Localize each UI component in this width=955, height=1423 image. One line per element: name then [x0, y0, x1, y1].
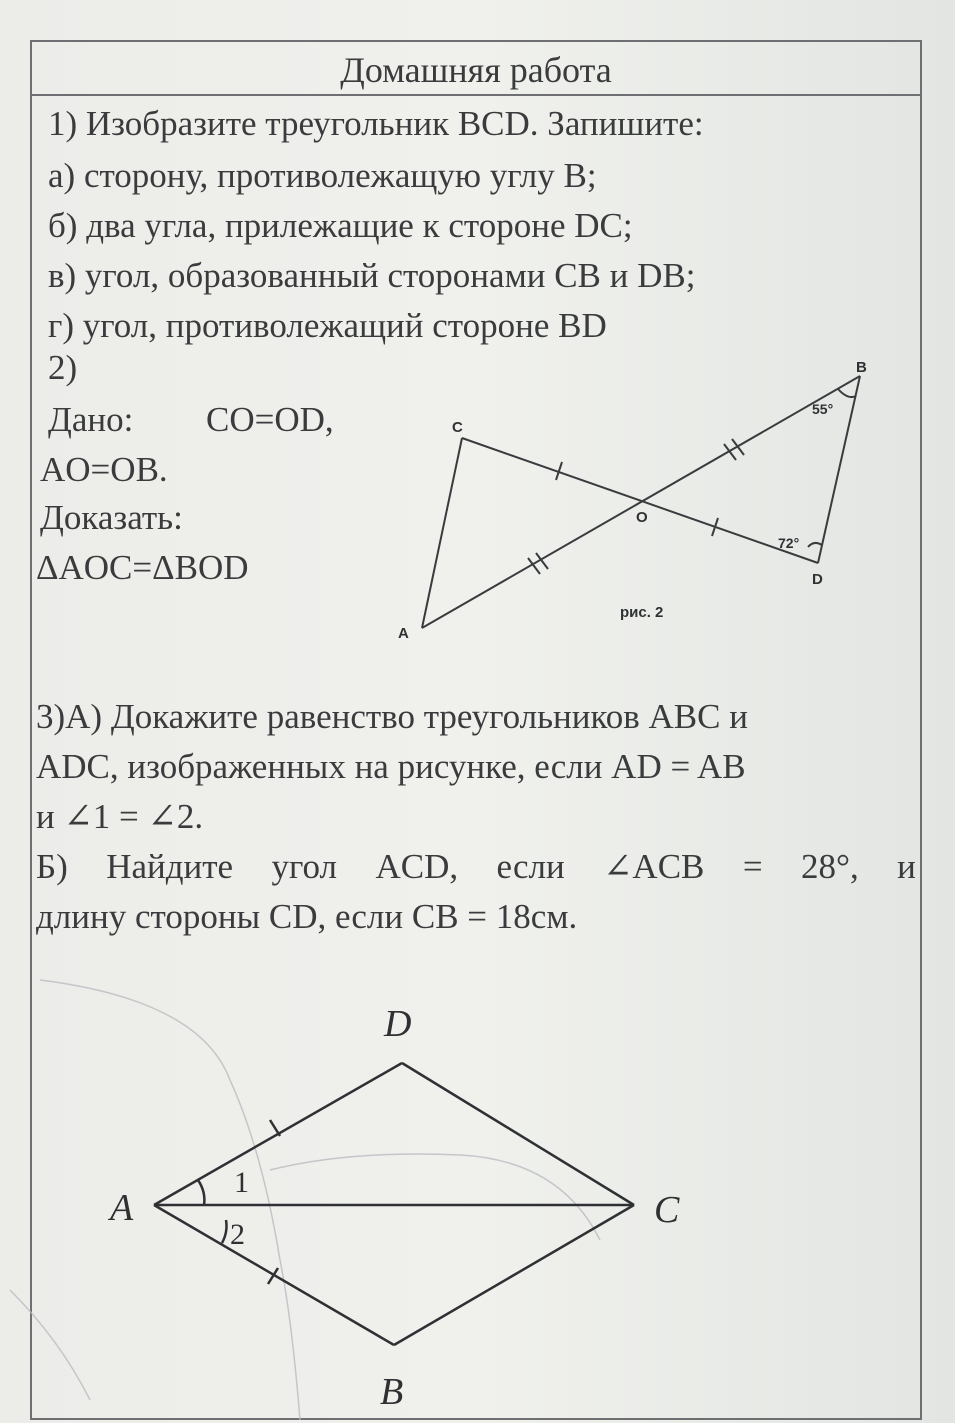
task2-prove-label: Доказать:: [40, 498, 183, 537]
task3-b-word: Б): [36, 847, 68, 886]
task3-b-word: и: [897, 847, 916, 886]
label-d: D: [812, 571, 823, 588]
task3-b-word: ACD,: [375, 847, 459, 886]
task3-a-line2: ADC, изображенных на рисунке, если AD = AB: [36, 747, 746, 786]
angle-d-value: 72°: [778, 535, 800, 551]
angle-1-label: 1: [234, 1166, 249, 1199]
page-title: Домашняя работа: [30, 40, 922, 96]
task2-prove: ΔAOC=ΔBOD: [36, 548, 249, 587]
label-b: B: [856, 359, 867, 376]
task3-a-line3: и ∠1 = ∠2.: [36, 797, 204, 836]
task1-item-b: б) два угла, прилежащие к стороне DC;: [48, 206, 633, 245]
task2-given-2: AO=OB.: [40, 450, 168, 489]
task1-item-c: в) угол, образованный сторонами CB и DB;: [48, 256, 696, 295]
angle-b-value: 55°: [812, 401, 834, 417]
label-d-3: D: [384, 1003, 412, 1045]
task1-heading: 1) Изобразите треугольник BCD. Запишите:: [48, 104, 704, 143]
segment-cb: [394, 1205, 634, 1345]
label-a-3: A: [110, 1187, 134, 1229]
task3-b-word: ∠ACB: [603, 847, 705, 886]
segment-dc: [402, 1063, 634, 1205]
task2-heading: 2): [48, 348, 78, 387]
task1-item-d: г) угол, противолежащий стороне BD: [48, 306, 607, 345]
label-b-3: B: [380, 1371, 404, 1413]
task3-b-word: 28°,: [800, 847, 859, 886]
angle-2-arc: [222, 1220, 227, 1243]
task3-b-word: Найдите: [106, 847, 234, 886]
label-c-3: C: [654, 1189, 680, 1231]
task3-a-line1: 3)А) Докажите равенство треугольников ABC и: [36, 697, 748, 736]
label-a: A: [398, 625, 409, 642]
tick-ad: [270, 1120, 280, 1136]
task3-b-word: =: [742, 847, 763, 886]
angle-1-arc: [198, 1180, 204, 1205]
label-o: O: [636, 509, 648, 526]
task3-b-line2: длину стороны CD, если CB = 18см.: [36, 897, 578, 936]
task2-given-1: CO=OD,: [206, 400, 334, 439]
task3-b-word: угол: [271, 847, 338, 886]
angle-2-label: 2: [230, 1218, 245, 1251]
figure-2-caption: рис. 2: [620, 604, 664, 621]
label-c: C: [452, 419, 463, 436]
pencil-marks: [10, 980, 600, 1420]
task2-given-label: Дано:: [48, 400, 134, 439]
task1-item-a: а) сторону, противолежащую углу B;: [48, 156, 597, 195]
task3-b-word: если: [496, 847, 565, 886]
